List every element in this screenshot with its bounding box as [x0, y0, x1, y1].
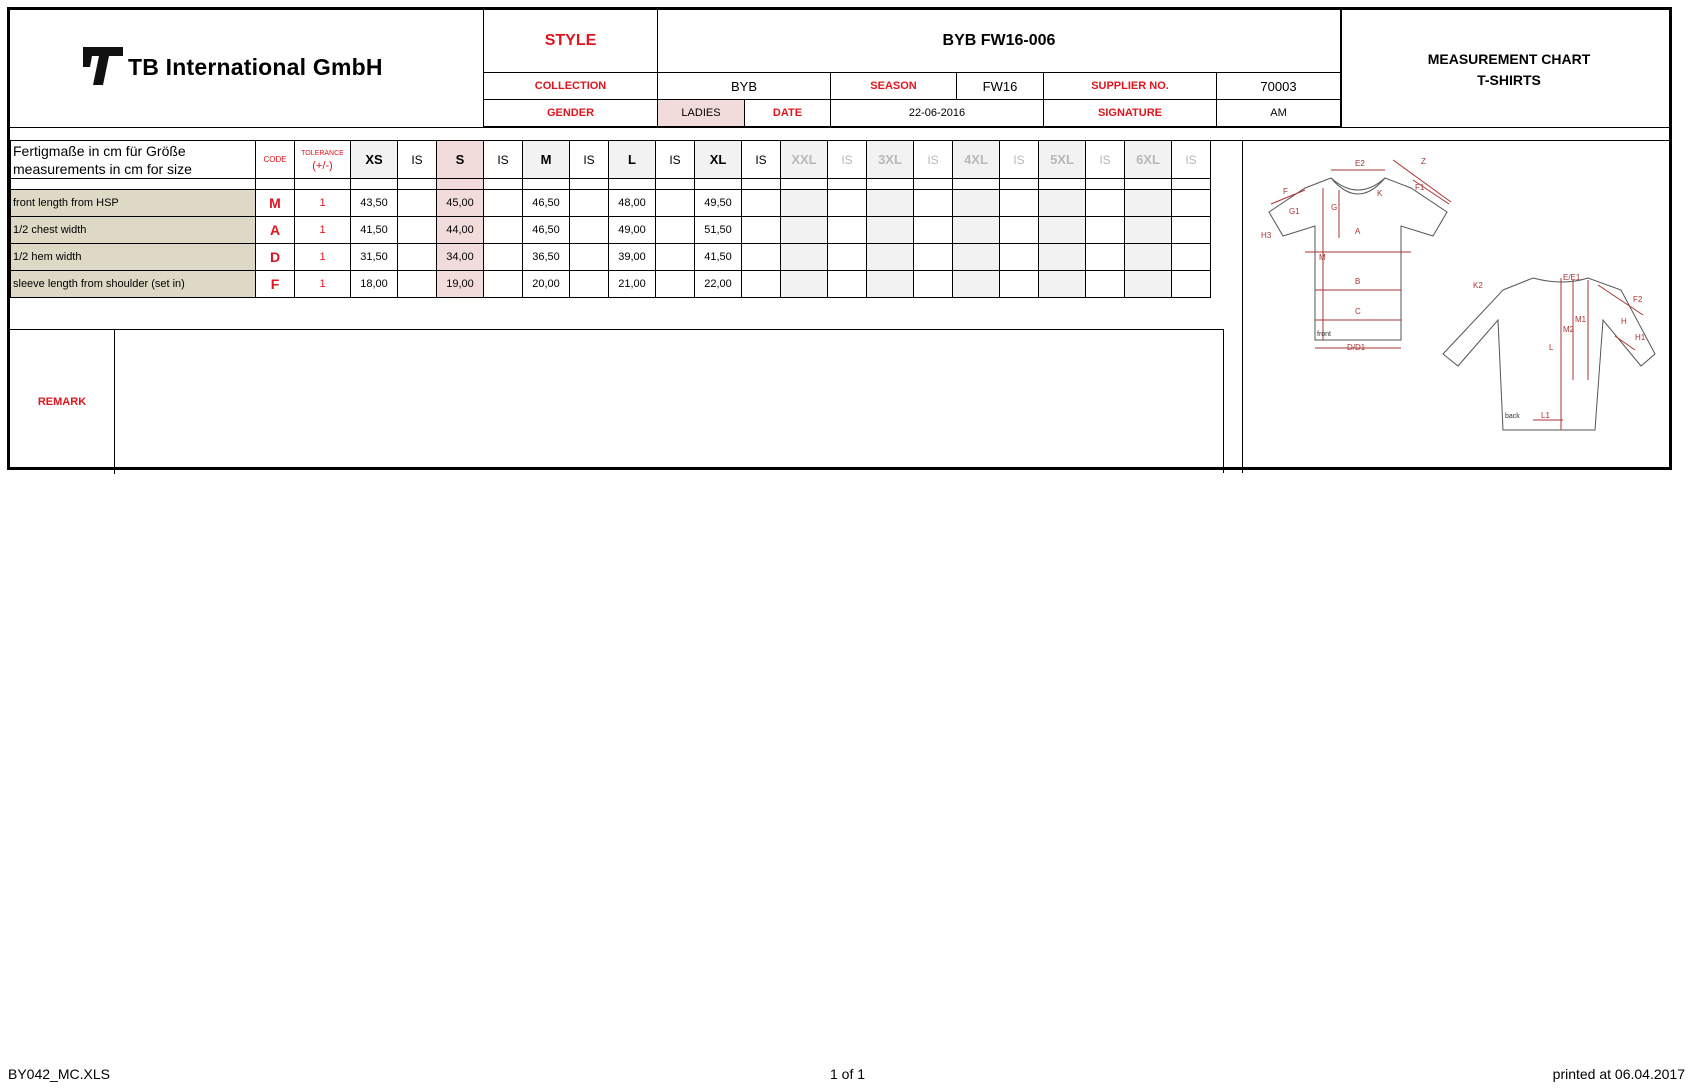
- is-value: [1086, 244, 1125, 271]
- measurement-value: [867, 217, 914, 244]
- measurement-value: [953, 271, 1000, 298]
- measurement-tolerance: 1: [295, 244, 351, 271]
- is-value: [656, 190, 695, 217]
- sketch-label: K: [1377, 189, 1383, 198]
- measurement-value: [781, 190, 828, 217]
- measurement-value: [781, 271, 828, 298]
- gender-label: GENDER: [484, 100, 658, 127]
- sketch-label: Z: [1421, 157, 1426, 166]
- measurement-value: [1039, 217, 1086, 244]
- sketch-label: L: [1549, 343, 1554, 352]
- sketch-label: A: [1355, 227, 1361, 236]
- is-value: [570, 271, 609, 298]
- measurement-value: 44,00: [437, 217, 484, 244]
- measurement-value: [1039, 271, 1086, 298]
- footer-filename: BY042_MC.XLS: [8, 1066, 110, 1082]
- is-header: IS: [484, 141, 523, 179]
- size-header-5xl: 5XL: [1039, 141, 1086, 179]
- sketch-label: M1: [1575, 315, 1587, 324]
- table-row: [11, 217, 1211, 244]
- sketch-label: G: [1331, 203, 1338, 212]
- sketch-label: E/E1: [1563, 273, 1581, 282]
- is-value: [1172, 217, 1211, 244]
- is-header: IS: [828, 141, 867, 179]
- measurement-value: 49,00: [609, 217, 656, 244]
- is-value: [1086, 190, 1125, 217]
- tb-logo-icon: [83, 47, 123, 85]
- measurement-label: front length from HSP: [11, 190, 256, 217]
- tshirt-sketch: [1243, 140, 1667, 460]
- measurement-label: sleeve length from shoulder (set in): [11, 271, 256, 298]
- is-value: [914, 244, 953, 271]
- tolerance-header-cell: [295, 141, 351, 179]
- measurement-tolerance: 1: [295, 217, 351, 244]
- footer-printed: printed at 06.04.2017: [1552, 1066, 1685, 1082]
- size-header-row: [11, 141, 1211, 179]
- gender-value: LADIES: [658, 100, 745, 127]
- measurement-value: [781, 244, 828, 271]
- is-value: [570, 190, 609, 217]
- measurement-tolerance: 1: [295, 190, 351, 217]
- sketch-label: F: [1283, 187, 1288, 196]
- is-value: [1172, 190, 1211, 217]
- measurement-code: A: [256, 217, 295, 244]
- measurement-value: 41,50: [695, 244, 742, 271]
- measurement-value: [1125, 271, 1172, 298]
- sketch-label: M2: [1563, 325, 1575, 334]
- is-header: IS: [1086, 141, 1125, 179]
- measurement-value: 41,50: [351, 217, 398, 244]
- measurement-value: [953, 244, 1000, 271]
- measurement-label: 1/2 hem width: [11, 244, 256, 271]
- is-value: [742, 217, 781, 244]
- is-header: IS: [914, 141, 953, 179]
- chart-title-box: [1341, 10, 1669, 127]
- style-value: BYB FW16-006: [658, 10, 1341, 73]
- size-header-6xl: 6XL: [1125, 141, 1172, 179]
- is-value: [828, 271, 867, 298]
- is-value: [1000, 271, 1039, 298]
- is-value: [828, 217, 867, 244]
- measurement-value: [867, 244, 914, 271]
- season-label: SEASON: [831, 73, 957, 100]
- company-name: TB International GmbH: [128, 54, 383, 80]
- sketch-label: F2: [1633, 295, 1643, 304]
- measurement-value: 39,00: [609, 244, 656, 271]
- table-row: [11, 244, 1211, 271]
- supplier-label: SUPPLIER NO.: [1044, 73, 1217, 100]
- is-value: [742, 271, 781, 298]
- measurement-value: 31,50: [351, 244, 398, 271]
- remark-label: REMARK: [10, 330, 115, 474]
- tolerance-header: TOLERANCE: [301, 149, 344, 157]
- is-value: [484, 271, 523, 298]
- measurement-table-area: [10, 140, 1223, 316]
- sketch-label: B: [1355, 277, 1361, 286]
- measurement-value: 21,00: [609, 271, 656, 298]
- is-value: [1172, 271, 1211, 298]
- front-label: front: [1317, 331, 1332, 338]
- measurement-value: [953, 217, 1000, 244]
- sketch-label: D/D1: [1347, 343, 1366, 352]
- sketch-label: E2: [1355, 159, 1365, 168]
- remark-box: [10, 329, 1224, 473]
- is-value: [742, 190, 781, 217]
- measurement-value: [867, 271, 914, 298]
- date-label: DATE: [745, 100, 831, 127]
- is-value: [656, 244, 695, 271]
- size-header-xxl: XXL: [781, 141, 828, 179]
- back-shirt-outline: [1443, 278, 1655, 430]
- measurement-value: [953, 190, 1000, 217]
- is-header: IS: [398, 141, 437, 179]
- measurement-value: [781, 217, 828, 244]
- measurement-value: [867, 190, 914, 217]
- date-value: 22-06-2016: [831, 100, 1044, 127]
- code-header: CODE: [256, 141, 295, 179]
- measurement-value: 43,50: [351, 190, 398, 217]
- sketch-label: K2: [1473, 281, 1483, 290]
- measurement-sheet: [7, 7, 1672, 470]
- header-divider: [10, 127, 1669, 128]
- is-value: [742, 244, 781, 271]
- sketch-label: M: [1319, 253, 1326, 262]
- size-description-cell: [11, 141, 256, 179]
- size-header-m: M: [523, 141, 570, 179]
- measurement-table: [10, 140, 1211, 298]
- sketch-label: H1: [1635, 333, 1646, 342]
- measurement-value: [1125, 217, 1172, 244]
- is-value: [398, 244, 437, 271]
- is-value: [828, 244, 867, 271]
- sketch-label: G1: [1289, 207, 1300, 216]
- measurement-code: F: [256, 271, 295, 298]
- measurement-code: D: [256, 244, 295, 271]
- chart-title-line2: T-SHIRTS: [1477, 72, 1541, 88]
- is-value: [398, 271, 437, 298]
- is-value: [914, 217, 953, 244]
- measurement-value: 22,00: [695, 271, 742, 298]
- is-value: [1000, 190, 1039, 217]
- measurement-value: [1039, 244, 1086, 271]
- collection-value: BYB: [658, 73, 831, 100]
- is-header: IS: [656, 141, 695, 179]
- is-header: IS: [1000, 141, 1039, 179]
- sketch-label: F1: [1415, 183, 1425, 192]
- signature-label: SIGNATURE: [1044, 100, 1217, 127]
- table-row: [11, 190, 1211, 217]
- is-value: [398, 217, 437, 244]
- measurement-value: [1125, 190, 1172, 217]
- sketch-label: H3: [1261, 231, 1272, 240]
- collection-label: COLLECTION: [484, 73, 658, 100]
- is-value: [1172, 244, 1211, 271]
- is-value: [570, 244, 609, 271]
- sketch-box: [1242, 140, 1669, 473]
- sketch-label: L1: [1541, 411, 1550, 420]
- size-header-3xl: 3XL: [867, 141, 914, 179]
- measurement-value: 51,50: [695, 217, 742, 244]
- size-description-en: measurements in cm for size: [13, 160, 192, 177]
- style-label: STYLE: [484, 10, 658, 73]
- size-header-4xl: 4XL: [953, 141, 1000, 179]
- is-value: [570, 217, 609, 244]
- table-row: [11, 271, 1211, 298]
- measurement-value: 36,50: [523, 244, 570, 271]
- size-header-s: S: [437, 141, 484, 179]
- measurement-value: 46,50: [523, 190, 570, 217]
- measurement-value: 20,00: [523, 271, 570, 298]
- back-label: back: [1505, 413, 1520, 420]
- is-value: [1000, 244, 1039, 271]
- is-value: [484, 217, 523, 244]
- tolerance-sub: (+/-): [312, 159, 333, 172]
- measurement-value: 46,50: [523, 217, 570, 244]
- measurement-value: 18,00: [351, 271, 398, 298]
- is-value: [1000, 217, 1039, 244]
- is-header: IS: [1172, 141, 1211, 179]
- sketch-label: H: [1621, 317, 1627, 326]
- spacer-row: [11, 179, 1211, 190]
- measurement-value: 34,00: [437, 244, 484, 271]
- measurement-code: M: [256, 190, 295, 217]
- measurement-value: 48,00: [609, 190, 656, 217]
- is-header: IS: [570, 141, 609, 179]
- is-value: [828, 190, 867, 217]
- measurement-value: 19,00: [437, 271, 484, 298]
- size-header-xl: XL: [695, 141, 742, 179]
- supplier-value: 70003: [1217, 73, 1341, 100]
- is-value: [914, 271, 953, 298]
- measurement-value: [1039, 190, 1086, 217]
- size-description-de: Fertigmaße in cm für Größe: [13, 142, 186, 159]
- is-value: [398, 190, 437, 217]
- measurement-label: 1/2 chest width: [11, 217, 256, 244]
- is-value: [1086, 271, 1125, 298]
- chart-title-line1: MEASUREMENT CHART: [1427, 51, 1591, 67]
- sketch-label: C: [1355, 307, 1361, 316]
- size-header-l: L: [609, 141, 656, 179]
- measurement-value: [1125, 244, 1172, 271]
- is-value: [656, 271, 695, 298]
- measurement-tolerance: 1: [295, 271, 351, 298]
- season-value: FW16: [957, 73, 1044, 100]
- size-header-xs: XS: [351, 141, 398, 179]
- is-value: [484, 244, 523, 271]
- is-header: IS: [742, 141, 781, 179]
- is-value: [1086, 217, 1125, 244]
- measurement-value: 45,00: [437, 190, 484, 217]
- measurement-value: 49,50: [695, 190, 742, 217]
- is-value: [484, 190, 523, 217]
- is-value: [914, 190, 953, 217]
- is-value: [656, 217, 695, 244]
- logo-area: [10, 10, 484, 127]
- signature-value: AM: [1217, 100, 1341, 127]
- footer-page: 1 of 1: [830, 1066, 866, 1082]
